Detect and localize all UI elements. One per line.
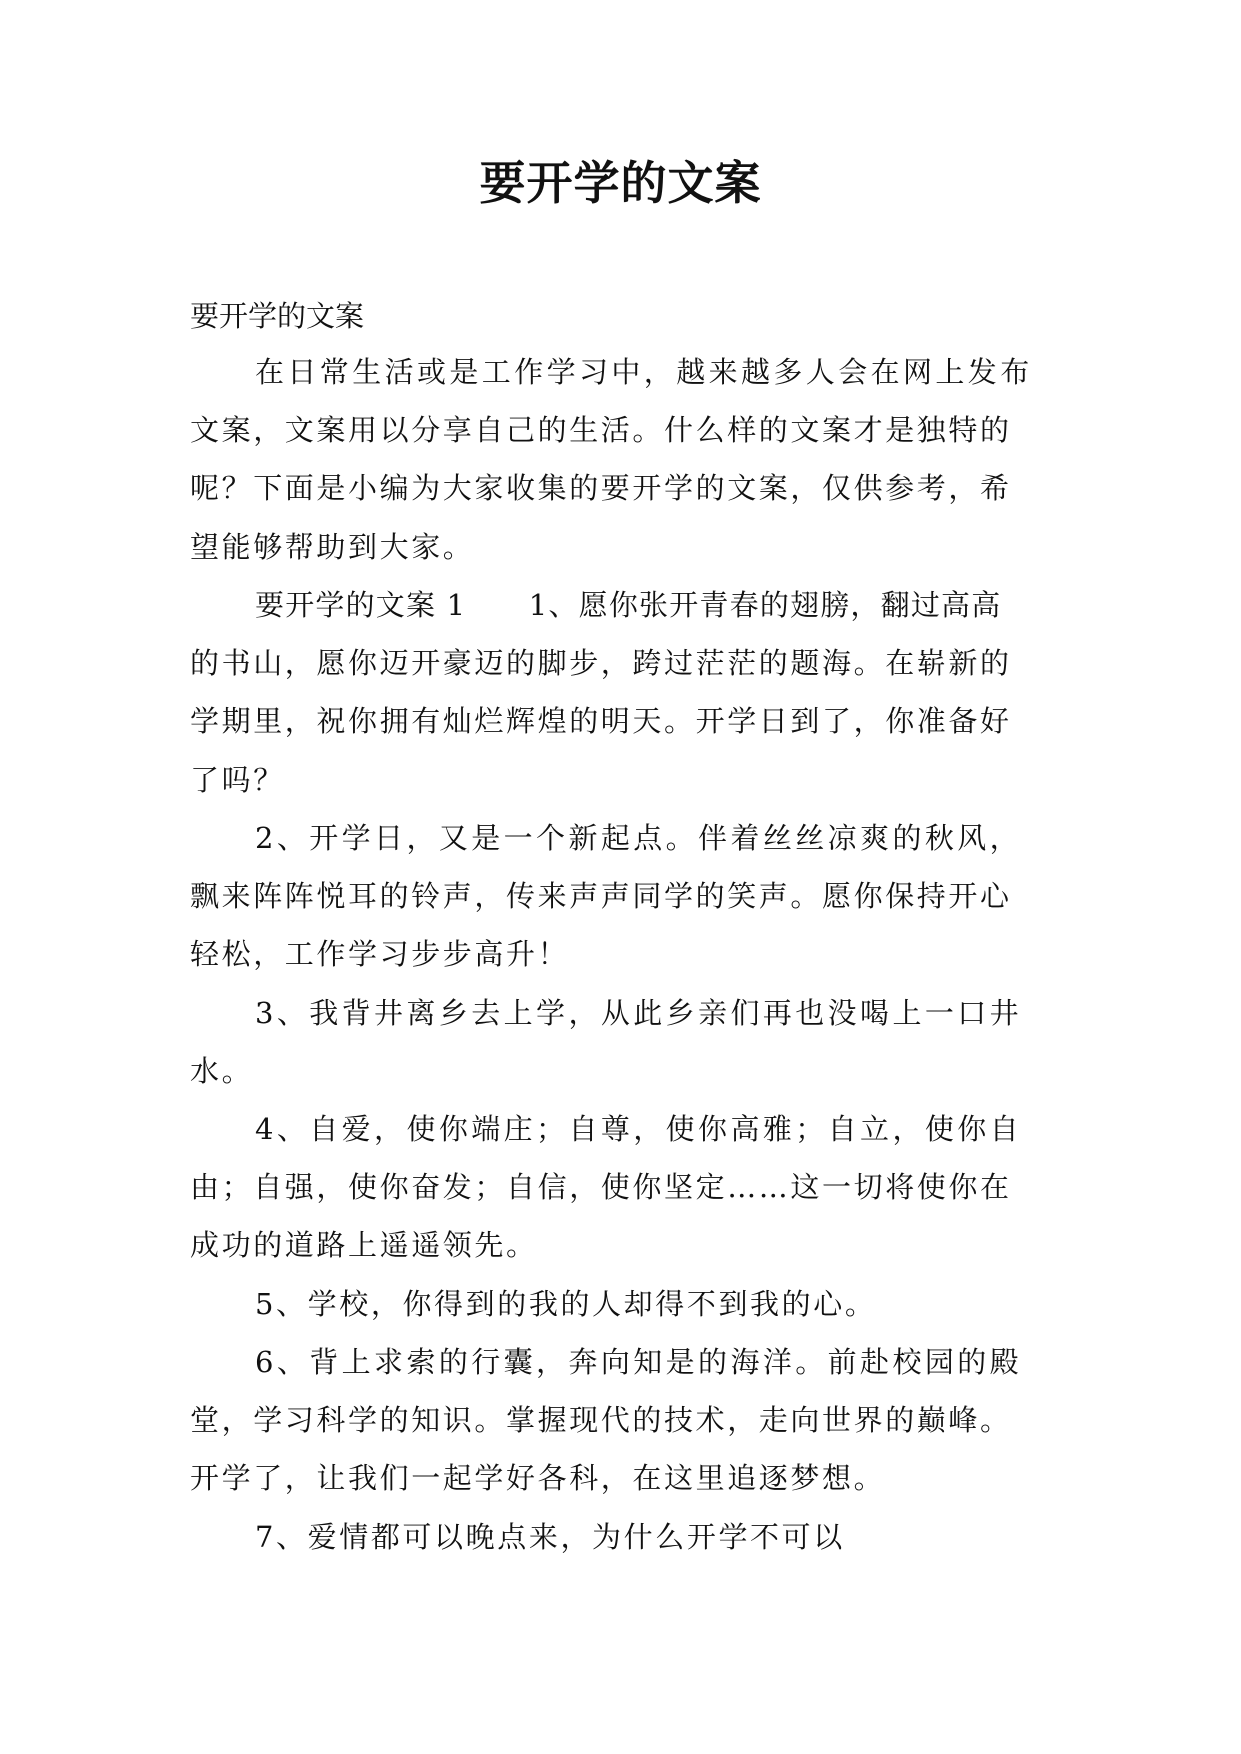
body-line: 6、背上求索的行囊，奔向知是的海洋。前赴校园的殿 — [255, 1345, 1023, 1379]
body-line: 由；自强，使你奋发；自信，使你坚定……这一切将使你在 — [190, 1170, 1012, 1204]
document-subtitle: 要开学的文案 — [190, 299, 365, 333]
body-line: 成功的道路上遥遥领先。 — [190, 1228, 538, 1262]
body-line: 水。 — [190, 1054, 254, 1088]
body-line: 在日常生活或是工作学习中，越来越多人会在网上发布 — [255, 355, 1033, 389]
document-title: 要开学的文案 — [479, 156, 762, 210]
body-line: 开学了，让我们一起学好各科，在这里追逐梦想。 — [190, 1461, 886, 1495]
body-line: 轻松，工作学习步步高升！ — [190, 937, 570, 971]
body-line: 学期里，祝你拥有灿烂辉煌的明天。开学日到了，你准备好 — [190, 704, 1012, 738]
body-line: 5、学校，你得到的我的人却得不到我的心。 — [255, 1287, 877, 1321]
body-line: 飘来阵阵悦耳的铃声，传来声声同学的笑声。愿你保持开心 — [190, 879, 1012, 913]
body-line: 呢？下面是小编为大家收集的要开学的文案，仅供参考，希 — [190, 471, 1012, 505]
body-line: 要开学的文案 1 1、愿你张开青春的翅膀，翻过高高 — [255, 588, 1002, 622]
body-line: 望能够帮助到大家。 — [190, 530, 475, 564]
body-line: 3、我背井离乡去上学，从此乡亲们再也没喝上一口井 — [255, 996, 1023, 1030]
body-line: 堂，学习科学的知识。掌握现代的技术，走向世界的巅峰。 — [190, 1403, 1012, 1437]
body-line: 的书山，愿你迈开豪迈的脚步，跨过茫茫的题海。在崭新的 — [190, 646, 1012, 680]
body-line: 文案，文案用以分享自己的生活。什么样的文案才是独特的 — [190, 413, 1012, 447]
body-line: 4、自爱，使你端庄；自尊，使你高雅；自立，使你自 — [255, 1112, 1023, 1146]
body-line: 了吗？ — [190, 763, 285, 797]
body-line: 2、开学日，又是一个新起点。伴着丝丝凉爽的秋风， — [255, 821, 1023, 855]
body-line: 7、爱情都可以晚点来，为什么开学不可以 — [255, 1520, 845, 1554]
